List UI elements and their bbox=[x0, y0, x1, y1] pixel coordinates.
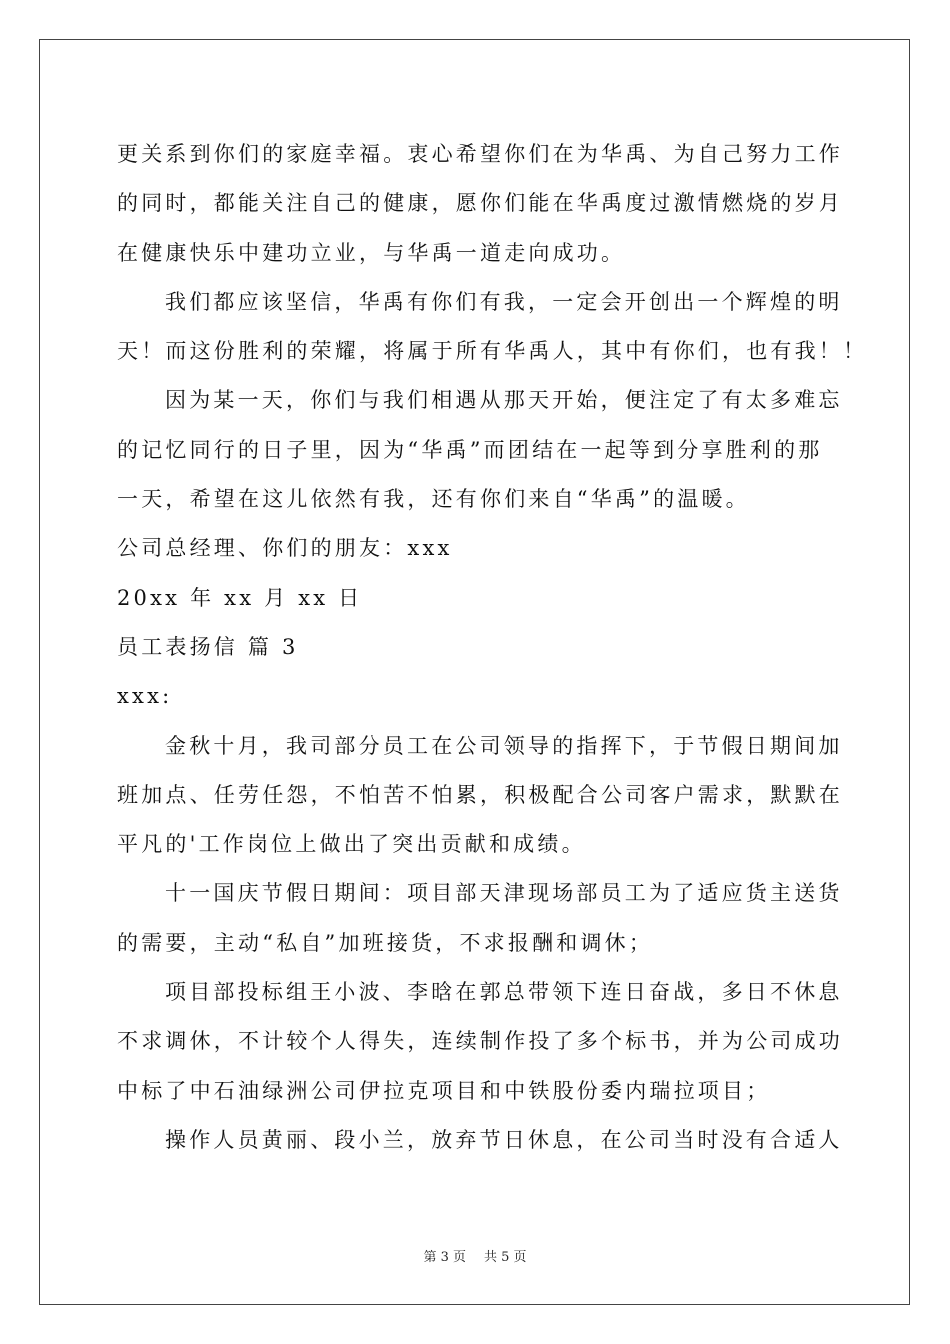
text-line: 中标了中石油绿洲公司伊拉克项目和中铁股份委内瑞拉项目； bbox=[117, 1078, 771, 1103]
page-total: 共 5 页 bbox=[484, 1250, 527, 1265]
text-line: 平凡的'工作岗位上做出了突出贡献和成绩。 bbox=[117, 832, 586, 857]
page-number: 第 3 页 bbox=[423, 1250, 466, 1265]
text-line: 项目部投标组王小波、李晗在郭总带领下连日奋战，多日不休息 bbox=[165, 980, 843, 1005]
text-line: 天！而这份胜利的荣耀，将属于所有华禹人，其中有你们，也有我！！ bbox=[117, 339, 868, 364]
text-line: 在健康快乐中建功立业，与华禹一道走向成功。 bbox=[117, 240, 626, 265]
text-line: 班加点、任劳任怨，不怕苦不怕累，积极配合公司客户需求，默默在 bbox=[117, 782, 843, 807]
document-body bbox=[117, 130, 868, 1165]
text-line: 不求调休，不计较个人得失，连续制作投了多个标书，并为公司成功 bbox=[117, 1029, 843, 1054]
text-line: 因为某一天，你们与我们相遇从那天开始，便注定了有太多难忘 bbox=[165, 388, 843, 413]
text-line: 20xx 年 xx 月 xx 日 bbox=[117, 585, 363, 610]
text-line: 的同时，都能关注自己的健康，愿你们能在华禹度过激情燃烧的岁月 bbox=[117, 191, 843, 216]
text-line: 十一国庆节假日期间：项目部天津现场部员工为了适应货主送货 bbox=[165, 881, 843, 906]
text-line: 的需要，主动“私自”加班接货，不求报酬和调休； bbox=[117, 930, 654, 955]
text-line: 一天，希望在这儿依然有我，还有你们来自“华禹”的温暖。 bbox=[117, 487, 750, 512]
text-line: 更关系到你们的家庭幸福。衷心希望你们在为华禹、为自己努力工作 bbox=[117, 142, 843, 166]
text-line: 我们都应该坚信，华禹有你们有我，一定会开创出一个辉煌的明 bbox=[165, 289, 843, 314]
page-footer bbox=[0, 1246, 950, 1265]
text-line: 的记忆同行的日子里，因为“华禹”而团结在一起等到分享胜利的那 bbox=[117, 437, 823, 462]
text-line: 金秋十月，我司部分员工在公司领导的指挥下，于节假日期间加 bbox=[165, 733, 843, 758]
text-line: 操作人员黄丽、段小兰，放弃节日休息，在公司当时没有合适人 bbox=[165, 1127, 843, 1152]
text-line: 员工表扬信 篇 3 bbox=[117, 634, 299, 659]
text-line: xxx: bbox=[117, 684, 173, 709]
text-line: 公司总经理、你们的朋友：xxx bbox=[117, 536, 453, 561]
